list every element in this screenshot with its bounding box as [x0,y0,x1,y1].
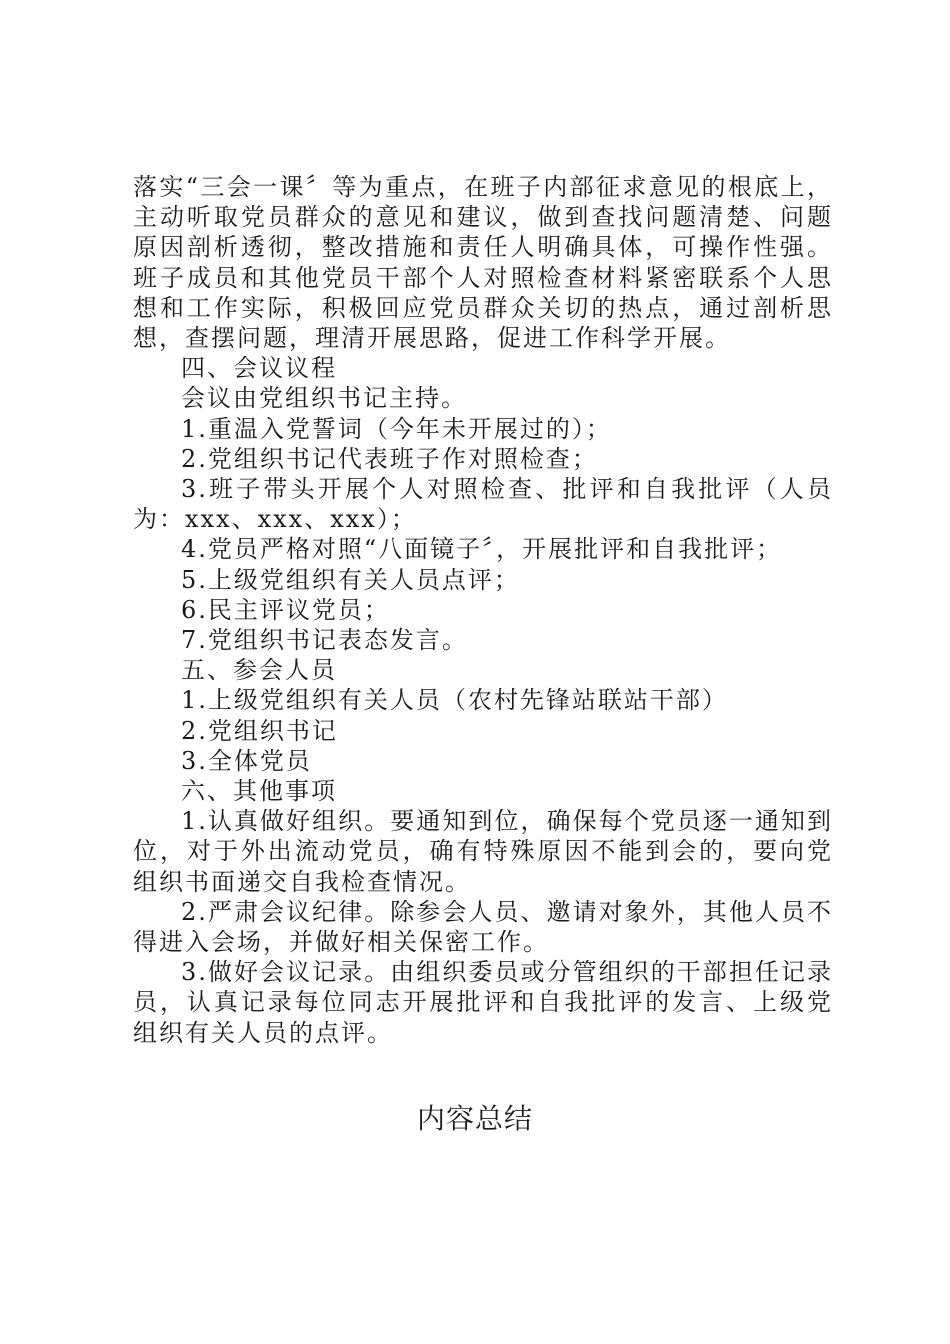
paragraph: 六、其他事项 [181,777,337,806]
paragraph: 2.党组织书记 [181,716,338,745]
paragraph: 5.上级党组织有关人员点评； [181,565,520,594]
paragraph: 3.做好会议记录。由组织委员或分管组织的干部担任记录员，认真记录每位同志开展批评和自我批评的发言、上级党组织有关人员的点评。 [133,958,833,1047]
summary-title: 内容总结 [416,1102,533,1135]
paragraph: 1.上级党组织有关人员（农村先锋站联站干部） [181,686,728,715]
paragraph: 1.重温入党誓词（今年未开展过的）； [181,414,612,443]
paragraph: 四、会议议程 [181,354,337,383]
paragraph: 五、参会人员 [181,656,337,685]
paragraph: 3.班子带头开展个人对照检查、批评和自我批评（人员为：xxx、xxx、xxx）； [133,475,833,534]
paragraph: 4.党员严格对照“八面镜子〞，开展批评和自我批评； [181,535,783,564]
paragraph: 6.民主评议党员； [181,595,390,624]
paragraph: 1.认真做好组织。要通知到位，确保每个党员逐一通知到位，对于外出流动党员，确有特殊原因不能到会的，要向党组织书面递交自我检查情况。 [133,807,833,896]
paragraph: 落实“三会一课〞等为重点，在班子内部征求意见的根底上，主动听取党员群众的意见和建议，做到查找问题清楚、问题原因剖析透彻，整改措施和责任人明确具体，可操作性强。班子成员和其他党员干部个人对照检查材料紧密联系个人思想和工作实际，积极回应党员群众关切的热点，通过剖析思想，查摆问题，理清开展思路，促进工作科学开展。 [133,173,833,353]
paragraph: 7.党组织书记表态发言。 [181,626,468,655]
paragraph: 会议由党组织书记主持。 [181,384,467,413]
paragraph: 3.全体党员 [181,746,312,775]
paragraph: 2.严肃会议纪律。除参会人员、邀请对象外，其他人员不得进入会场，并做好相关保密工作。 [133,897,833,957]
paragraph: 2.党组织书记代表班子作对照检查； [181,444,598,473]
document-body [133,172,833,1048]
